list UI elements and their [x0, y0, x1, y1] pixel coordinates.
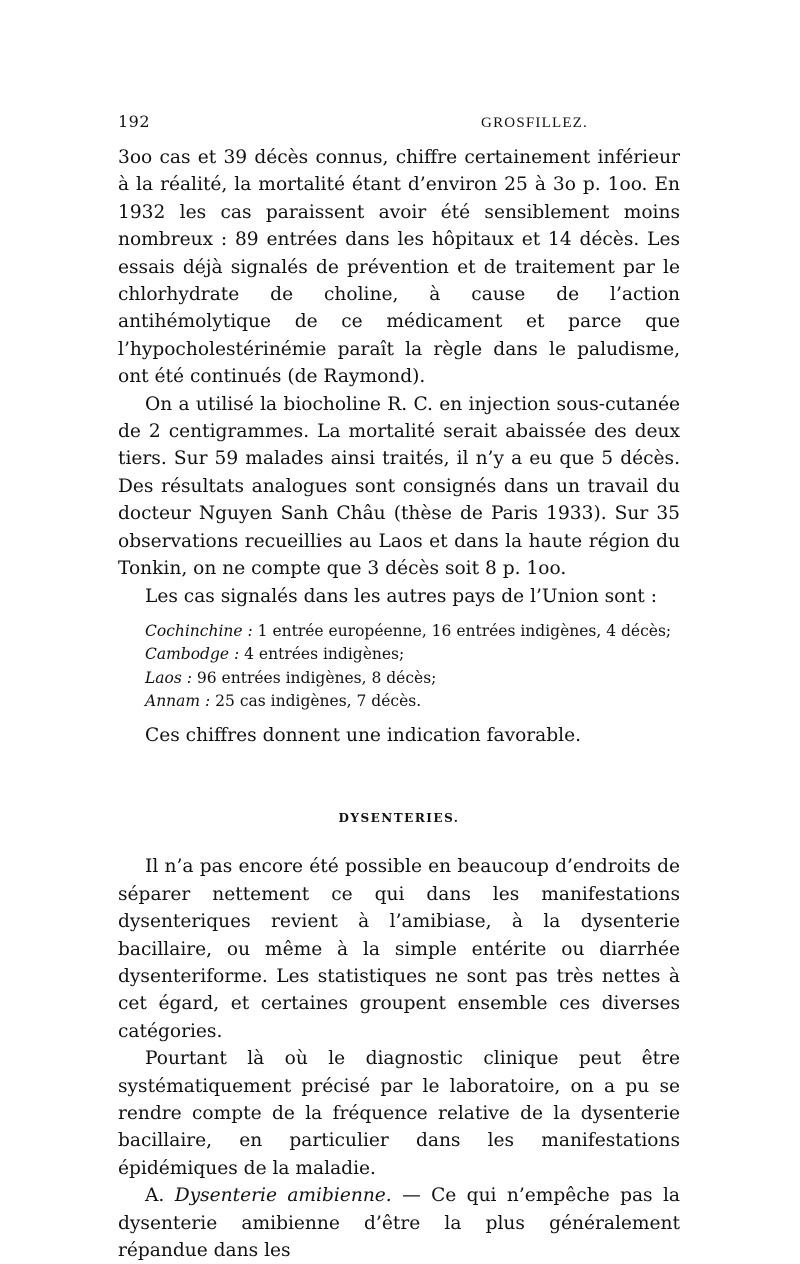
section-title: DYSENTERIES.: [338, 811, 460, 826]
page-number: 192: [118, 112, 151, 131]
list-item-region: Annam :: [145, 692, 211, 711]
list-item-text: 96 entrées indigènes, 8 décès;: [191, 668, 437, 687]
section-paragraph-2: Pourtant là où le diagnostic clinique peut être systématiquement précisé par le laboratoire, on a pu se rendre compte de la fréquence relative de la dysenterie bacillaire, en particulier dans les manifestations épidémiques de la maladie.: [118, 1048, 680, 1179]
list-item-text: 4 entrées indigènes;: [239, 645, 405, 664]
list-item: [145, 667, 680, 691]
paragraph-2: On a utilisé la biocholine R. C. en injection sous-cutanée de 2 centigrammes. La mortalité serait abaissée des deux tiers. Sur 59 malades ainsi traités, il n’y a eu que 5 décès. Des résultats analogues sont consignés dans un travail du docteur Nguyen Sanh Châu (thèse de Paris 1933). Sur 35 observations recueillies au Laos et dans la haute région du Tonkin, on ne compte que 3 décès soit 8 p. 1oo.: [118, 393, 680, 580]
list-item-region: Laos :: [145, 668, 192, 687]
list-item-region: Cochinchine :: [145, 621, 253, 640]
section-paragraph-1: Il n’a pas encore été possible en beaucoup d’endroits de séparer nettement ce qui dans les manifestations dysenteriques revient à l’amibiase, à la dysenterie bacillaire, ou même à la simple entérite ou diarrhée dysenteriforme. Les statistiques ne sont pas très nettes à cet égard, et certaines groupent ensemble ces diverses catégories.: [118, 856, 680, 1042]
list-item-region: Cambodge :: [145, 645, 240, 664]
paragraph-1: 3oo cas et 39 décès connus, chiffre certainement inférieur à la réalité, la mortalité étant d’environ 25 à 3o p. 1oo. En 1932 les cas paraissent avoir été sensiblement moins nombreux : 89 entrées dans les hôpitaux et 14 décès. Les essais déjà signalés de prévention et de traitement par le chlorhydrate de choline, à cause de l’action antihémolytique de ce médicament et parce que l’hypocholestérinémie paraît la règle dans le paludisme, ont été continués (de Raymond).: [118, 147, 680, 388]
conclusion-paragraph: Ces chiffres donnent une indication favorable.: [145, 724, 582, 746]
subsection-text: — Ce qui n’empêche pas la dysenterie amibienne d’être la plus généralement répandue dans les: [118, 1185, 681, 1261]
page-header: [118, 112, 588, 132]
list-item-text: 1 entrée européenne, 16 entrées indigènes, 4 décès;: [252, 621, 672, 640]
list-item-text: 25 cas indigènes, 7 décès.: [210, 692, 422, 711]
page: [118, 112, 680, 1264]
list-item: [145, 620, 680, 644]
paragraph-3: Les cas signalés dans les autres pays de l’Union sont :: [145, 585, 657, 607]
subsection-paragraph: [118, 1182, 680, 1264]
subsection-label: A.: [145, 1185, 175, 1207]
running-title: GROSFILLEZ.: [481, 115, 588, 131]
list-item: [145, 690, 680, 714]
case-list: [145, 620, 680, 714]
list-item: [145, 643, 680, 667]
subsection-title: Dysenterie amibienne.: [174, 1185, 392, 1207]
